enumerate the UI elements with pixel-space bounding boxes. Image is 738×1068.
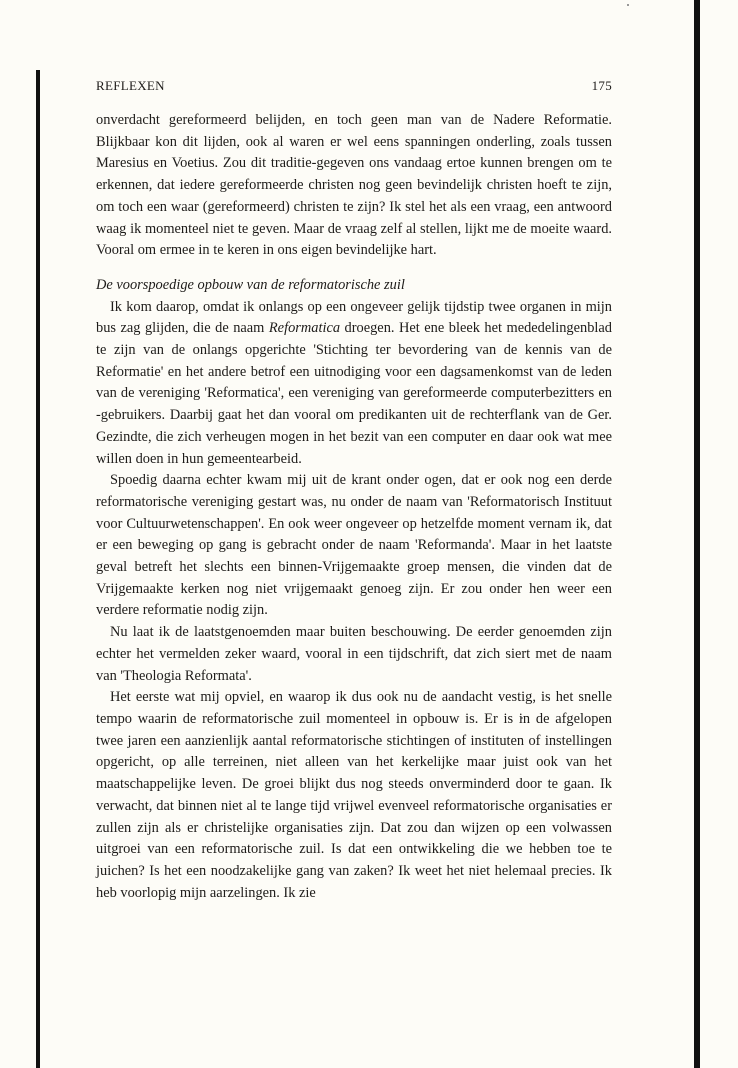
paragraph-1-text-a: Ik kom daarop, omdat ik onlangs op een ongeveer gelijk tijdstip twee organen in mijn bus zag glijden, die de naam: [96, 298, 612, 337]
paragraph-2: Spoedig daarna echter kwam mij uit de krant onder ogen, dat er ook nog een derde reformatorische vereniging gestart was, nu onder de naam van 'Reformatorisch Instituut voor Cultuurwetenschappen'. En ook weer ongeveer op hetzelfde moment vernam ik, dat er een beweging op gang is gebracht onder de naam 'Reformanda'. Maar in het laatste geval betreft het slechts een binnen-Vrijgemaakte groep mensen, die vinden dat de Vrijgemaakte kerken nog niet vrijgemaakt genoeg zijn. Er zou onder hen weer een verdere reformatie nodig zijn.: [96, 472, 612, 619]
section-heading: De voorspoedige opbouw van de reformatorische zuil: [96, 276, 405, 293]
page-number: 175: [591, 78, 612, 93]
paragraph-3: Nu laat ik de laatstgenoemden maar buiten beschouwing. De eerder genoemden zijn echter het vermelden zeker waard, vooral in een tijdschrift, dat zich siert met de naam van 'Theologia Reformata'.: [96, 624, 612, 684]
body-text: [96, 110, 612, 904]
running-head: [96, 78, 612, 94]
paragraph-4: Het eerste wat mij opviel, en waarop ik dus ook nu de aandacht vestig, is het snelle tempo waarin de reformatorische zuil momenteel in opbouw is. Er is in de afgelopen twee jaren een aanzienlijk aantal reformatorische stichtingen of instituten of instellingen opgericht, op alle terreinen, niet alleen van het kerkelijke maar juist ook van het maatschappelijke leven. De groei blijkt dus nog steeds onverminderd door te gaan. Ik verwacht, dat binnen niet al te lange tijd vrijwel evenveel reformatorische organisaties er zullen zijn als er christelijke organisaties zijn. Dat zou dan wijzen op een volwassen uitgroei van een reformatorische zuil. Is dat een ontwikkeling die we hebben toe te juichen? Is het een noodzakelijke gang van zaken? Ik weet het niet helemaal precies. Ik heb voorlopig mijn aarzelingen. Ik zie: [96, 689, 612, 901]
scan-speck: [627, 4, 629, 6]
running-title: REFLEXEN: [96, 78, 165, 93]
scan-edge-left: [36, 70, 40, 1068]
paragraph-1: [96, 297, 612, 471]
paragraph-continued: onverdacht gereformeerd belijden, en toch geen man van de Nadere Reformatie. Blijkbaar kon dit lijden, ook al waren er wel eens spanningen onderling, zoals tussen Maresius en Voetius. Zou dit traditie-gegeven ons vandaag ertoe kunnen brengen om te erkennen, dat iedere gereformeerde christen nog geen bevindelijk christen hoeft te zijn, om toch een waar (gereformeerd) christen te zijn? Ik stel het als een vraag, een antwoord waag ik momenteel niet te geven. Maar de vraag zelf al stellen, lijkt me de moeite waard. Vooral om ermee in te keren in ons eigen bevindelijke hart.: [96, 112, 612, 259]
scan-edge-right: [694, 0, 700, 1068]
book-page: [96, 78, 612, 904]
paragraph-1-text-b: droegen. Het ene bleek het mededelingenblad te zijn van de onlangs opgerichte 'Stichting ter bevordering van de kennis van de Reformatie' en het andere betrof een uitnodiging voor een dagsamenkomst van de leden van de vereniging 'Reformatica', een vereniging van gereformeerde computerbezitters en -gebruikers. Daarbij gaat het dan vooral om predikanten uit de rechterflank van de Ger. Gezindte, die zich verheugen mogen in het bezit van een computer en daar ook wat mee willen doen in hun gemeentearbeid.: [96, 320, 612, 467]
paragraph-1-italic-title: Reformatica: [268, 320, 341, 337]
